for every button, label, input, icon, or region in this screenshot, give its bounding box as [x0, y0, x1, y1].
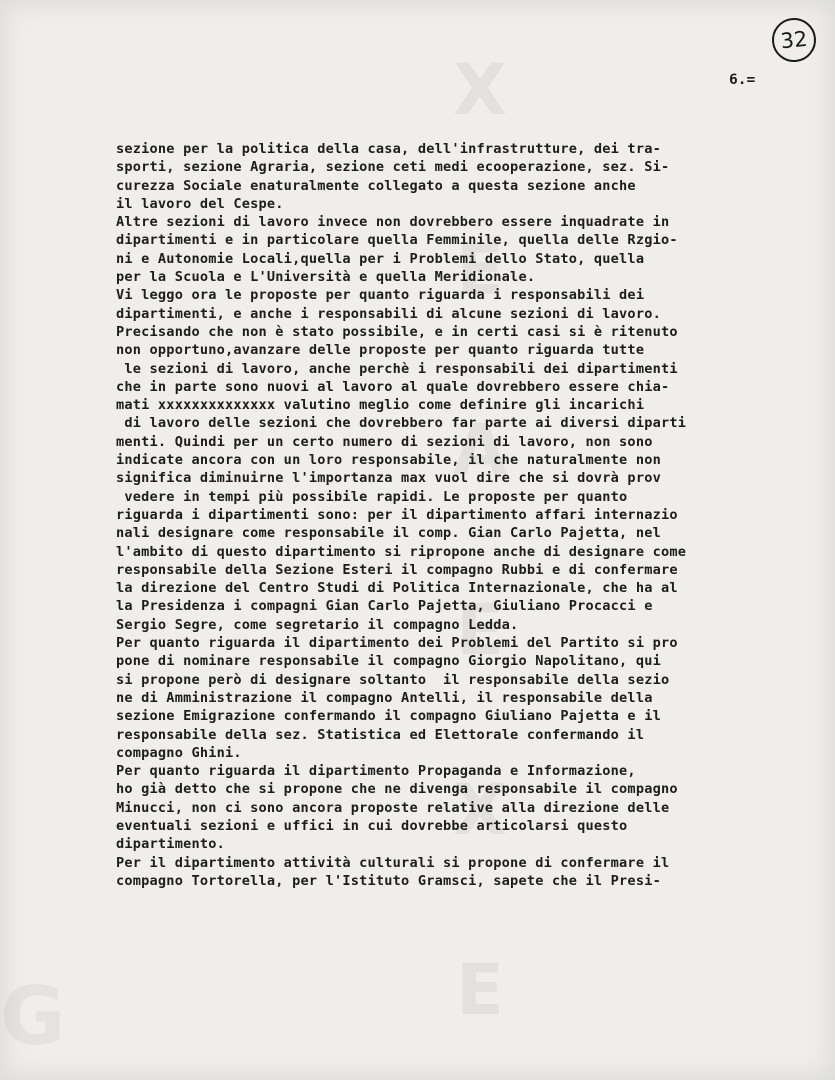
- corner-watermark: G: [0, 970, 66, 1063]
- text-line: sezione Emigrazione confermando il compagno Giuliano Pajetta e il: [116, 708, 661, 725]
- text-line: Per quanto riguarda il dipartimento Propaganda e Informazione,: [116, 763, 636, 780]
- page-number: 6.=: [729, 72, 756, 88]
- text-line: ni e Autonomie Locali,quella per i Problemi dello Stato, quella: [116, 250, 645, 267]
- text-line: compagno Ghini.: [116, 744, 242, 761]
- text-line: mati xxxxxxxxxxxxxx valutino meglio come definire gli incarichi: [116, 397, 645, 414]
- text-line: riguarda i dipartimenti sono: per il dipartimento affari internazio: [116, 506, 678, 523]
- text-line: Per quanto riguarda il dipartimento dei Problemi del Partito si pro: [116, 635, 678, 652]
- text-line: curezza Sociale enaturalmente collegato a questa sezione anche: [116, 177, 636, 194]
- text-line: eventuali sezioni e uffici in cui dovrebbe articolarsi questo: [116, 817, 628, 834]
- stamp-number: 32: [779, 26, 809, 54]
- text-line: nali designare come responsabile il comp. Gian Carlo Pajetta, nel: [116, 525, 661, 542]
- text-line: vedere in tempi più possibile rapidi. Le proposte per quanto: [116, 488, 628, 505]
- text-line: che in parte sono nuovi al lavoro al quale dovrebbero essere chia-: [116, 378, 670, 395]
- text-line: si propone però di designare soltanto il responsabile della sezio: [116, 671, 670, 688]
- text-line: Altre sezioni di lavoro invece non dovrebbero essere inquadrate in: [116, 214, 670, 231]
- text-line: l'ambito di questo dipartimento si ripropone anche di designare come: [116, 543, 687, 560]
- text-line: Vi leggo ora le proposte per quanto riguarda i responsabili dei: [116, 287, 645, 304]
- text-line: dipartimento.: [116, 836, 225, 853]
- text-line: la Presidenza i compagni Gian Carlo Pajetta, Giuliano Procacci e: [116, 598, 653, 615]
- text-line: indicate ancora con un loro responsabile, il che naturalmente non: [116, 452, 661, 469]
- text-line: responsabile della sez. Statistica ed Elettorale confermando il: [116, 726, 645, 743]
- text-line: le sezioni di lavoro, anche perchè i responsabili dei dipartimenti: [116, 360, 678, 377]
- text-line: Precisando che non è stato possibile, e in certi casi si è ritenuto: [116, 323, 678, 340]
- text-line: per la Scuola e L'Università e quella Meridionale.: [116, 269, 536, 286]
- text-line: dipartimenti, e anche i responsabili di alcune sezioni di lavoro.: [116, 305, 661, 322]
- text-line: Per il dipartimento attività culturali si propone di confermare il: [116, 854, 670, 871]
- text-line: sezione per la politica della casa, dell'infrastrutture, dei tra-: [116, 141, 661, 157]
- text-line: menti. Quindi per un certo numero di sezioni di lavoro, non sono: [116, 433, 653, 450]
- text-line: pone di nominare responsabile il compagno Giorgio Napolitano, qui: [116, 653, 661, 670]
- text-line: la direzione del Centro Studi di Politica Internazionale, che ha al: [116, 580, 678, 597]
- text-line: di lavoro delle sezioni che dovrebbero far parte ai diversi diparti: [116, 415, 687, 432]
- text-line: dipartimenti e in particolare quella Femminile, quella delle Rzgio-: [116, 232, 678, 249]
- text-line: il lavoro del Cespe.: [116, 195, 284, 212]
- archive-watermark: X E A E X E: [452, 49, 508, 1031]
- text-line: significa diminuirne l'importanza max vuol dire che si dovrà prov: [116, 470, 661, 487]
- text-line: sporti, sezione Agraria, sezione ceti medi ecooperazione, sez. Si-: [116, 159, 670, 176]
- text-line: compagno Tortorella, per l'Istituto Gramsci, sapete che il Presi-: [116, 872, 661, 889]
- text-line: Sergio Segre, come segretario il compagno Ledda.: [116, 616, 519, 633]
- text-line: ho già detto che si propone che ne divenga responsabile il compagno: [116, 781, 678, 798]
- text-line: ne di Amministrazione il compagno Antelli, il responsabile della: [116, 689, 653, 706]
- text-line: non opportuno,avanzare delle proposte per quanto riguarda tutte: [116, 342, 645, 359]
- text-line: Minucci, non ci sono ancora proposte relative alla direzione delle: [116, 799, 670, 816]
- typewritten-body: [116, 140, 796, 890]
- page-stamp: [770, 16, 818, 64]
- text-line: responsabile della Sezione Esteri il compagno Rubbi e di confermare: [116, 561, 678, 578]
